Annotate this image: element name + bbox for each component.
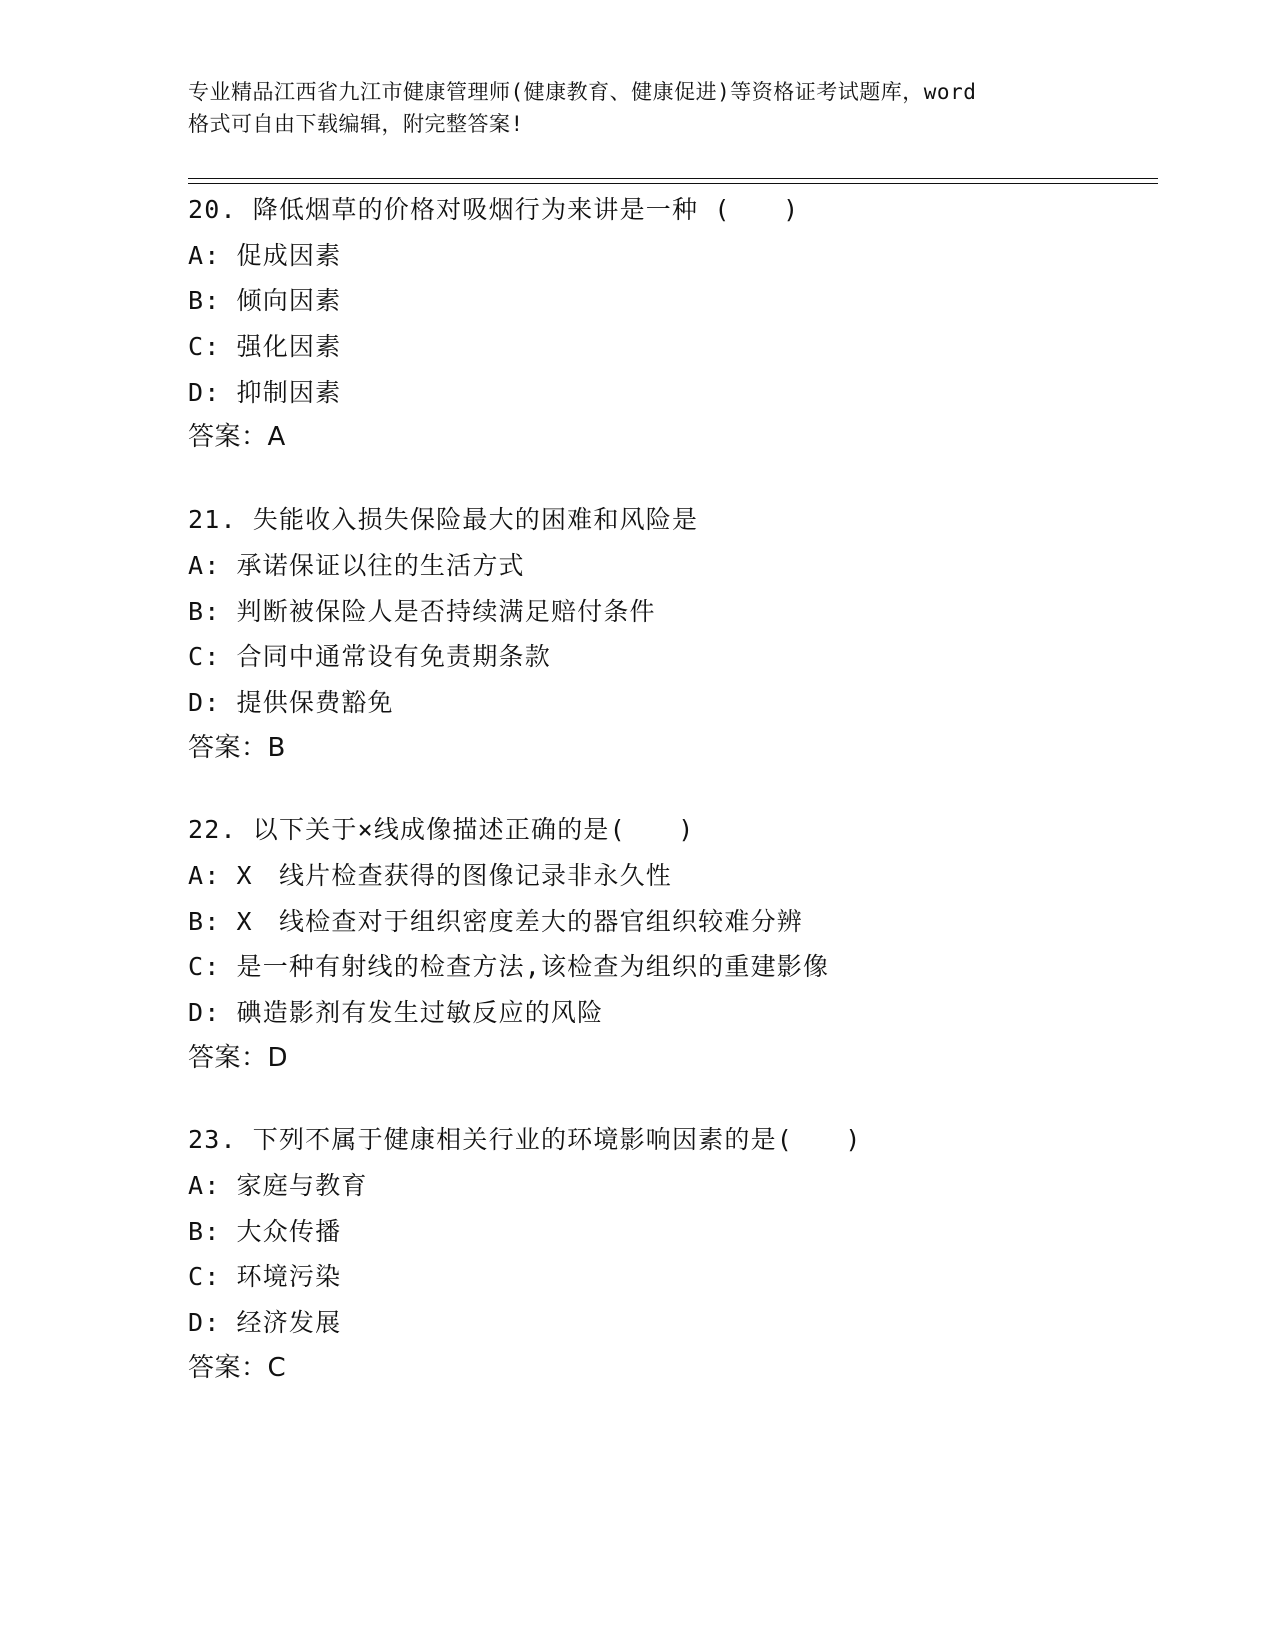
question-22 (188, 807, 1188, 1081)
option-a (188, 233, 1188, 279)
option-b (188, 589, 1188, 635)
option-key: D: (188, 377, 221, 407)
option-text: X 线检查对于组织密度差大的器官组织较难分辨 (236, 906, 803, 936)
header-rule-bottom (188, 183, 1158, 184)
option-d (188, 1300, 1188, 1346)
question-stem (188, 497, 1188, 543)
question-list (188, 187, 1188, 1428)
option-a (188, 1163, 1188, 1209)
option-b (188, 899, 1188, 945)
option-key: B: (188, 596, 221, 626)
question-text: 降低烟草的价格对吸烟行为来讲是一种 ( ) (252, 195, 800, 224)
option-key: C: (188, 642, 221, 672)
question-20 (188, 187, 1188, 461)
option-c (188, 634, 1188, 680)
option-key: B: (188, 1216, 221, 1246)
option-a (188, 543, 1188, 589)
option-key: C: (188, 1262, 221, 1292)
question-number: 21. (188, 505, 237, 535)
question-stem (188, 187, 1188, 233)
option-d (188, 680, 1188, 726)
question-21 (188, 497, 1188, 771)
option-text: X 线片检查获得的图像记录非永久性 (236, 860, 672, 890)
question-text: 失能收入损失保险最大的困难和风险是 (252, 505, 699, 535)
option-a (188, 853, 1188, 899)
option-key: A: (188, 240, 221, 270)
question-number: 23. (188, 1125, 237, 1155)
option-key: D: (188, 998, 221, 1027)
option-text: 家庭与教育 (236, 1171, 368, 1201)
option-key: D: (188, 687, 221, 717)
option-text: 是一种有射线的检查方法,该检查为组织的重建影像 (236, 952, 830, 982)
option-c (188, 1254, 1188, 1300)
option-key: A: (188, 860, 221, 890)
option-b (188, 1209, 1188, 1255)
option-text: 经济发展 (236, 1308, 342, 1338)
header-line-1: 专业精品江西省九江市健康管理师(健康教育、健康促进)等资格证考试题库，word (188, 80, 977, 104)
header-line-2: 格式可自由下载编辑，附完整答案! (188, 112, 524, 136)
option-key: A: (188, 550, 221, 580)
option-key: C: (188, 952, 221, 982)
answer-line: 答案：D (188, 1042, 289, 1073)
question-stem (188, 1117, 1188, 1163)
option-key: B: (188, 286, 221, 316)
answer-line: 答案：A (188, 422, 286, 453)
question-number: 22. (188, 815, 237, 845)
question-text: 以下关于×线成像描述正确的是( ) (252, 815, 695, 845)
question-stem (188, 807, 1188, 853)
option-text: 提供保费豁免 (236, 687, 394, 717)
answer-line: 答案：B (188, 732, 286, 763)
question-number: 20. (188, 195, 237, 224)
option-key: D: (188, 1308, 221, 1338)
option-d (188, 990, 1188, 1036)
option-text: 大众传播 (236, 1216, 342, 1246)
header-rule-top (188, 178, 1158, 179)
option-text: 碘造影剂有发生过敏反应的风险 (236, 998, 604, 1027)
question-23 (188, 1117, 1188, 1391)
document-header (188, 76, 1108, 140)
option-key: C: (188, 332, 221, 362)
option-text: 抑制因素 (236, 377, 342, 407)
option-text: 判断被保险人是否持续满足赔付条件 (236, 596, 656, 626)
option-c (188, 944, 1188, 990)
option-text: 强化因素 (236, 332, 342, 362)
option-c (188, 324, 1188, 370)
option-text: 承诺保证以往的生活方式 (236, 550, 525, 580)
option-d (188, 370, 1188, 416)
option-text: 倾向因素 (236, 286, 342, 316)
option-key: A: (188, 1171, 221, 1201)
option-text: 促成因素 (236, 240, 342, 270)
option-text: 环境污染 (236, 1262, 342, 1292)
option-text: 合同中通常设有免责期条款 (236, 642, 551, 672)
option-key: B: (188, 906, 221, 936)
option-b (188, 278, 1188, 324)
answer-line: 答案：C (188, 1352, 287, 1383)
question-text: 下列不属于健康相关行业的环境影响因素的是( ) (252, 1125, 862, 1155)
